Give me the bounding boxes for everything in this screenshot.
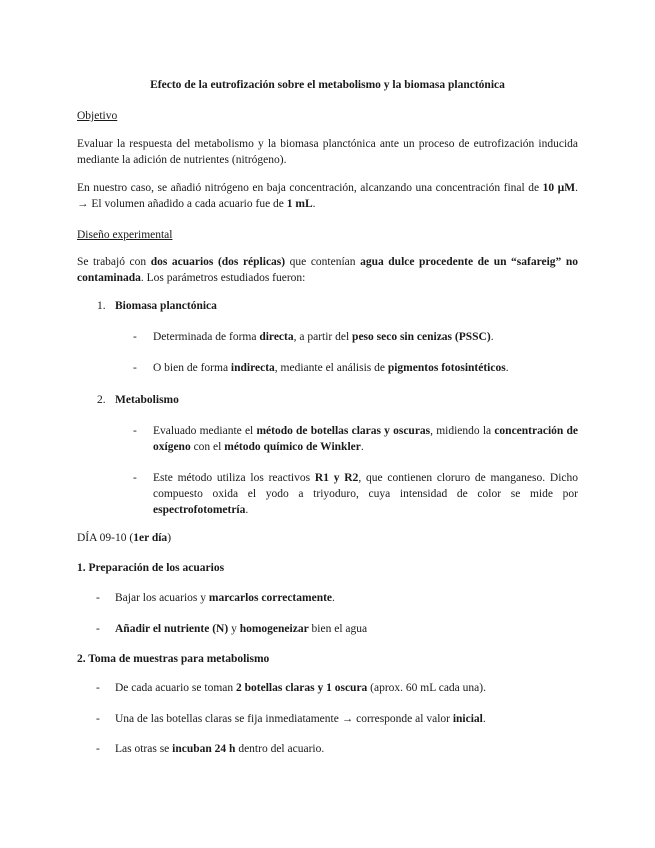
bullet-dash: - bbox=[133, 472, 137, 484]
item2-label: Metabolismo bbox=[115, 394, 179, 406]
metabolismo-metodo-text: Evaluado mediante el método de botellas claras y oscuras, midiendo la concentración de oxígeno con el método químico de Winkler. bbox=[153, 425, 578, 453]
bullet-dash: - bbox=[133, 362, 137, 374]
bullet-dash: - bbox=[96, 592, 100, 604]
prep-heading: 1. Preparación de los acuarios bbox=[77, 562, 225, 574]
toma-bullet-3: Las otras se incuban 24 h dentro del acuario. bbox=[115, 743, 325, 755]
biomasa-indirecta-text: O bien de forma indirecta, mediante el análisis de pigmentos fotosintéticos. bbox=[153, 362, 509, 374]
bullet-dash: - bbox=[96, 713, 100, 725]
toma-heading: 2. Toma de muestras para metabolismo bbox=[77, 653, 270, 665]
item2-number: 2. bbox=[97, 394, 106, 406]
diseno-heading: Diseño experimental bbox=[77, 229, 173, 241]
diseno-paragraph: Se trabajó con dos acuarios (dos réplicas) que contenían agua dulce procedente de un “safareig” no contaminada. Los parámetros estudiados fueron: bbox=[77, 256, 578, 284]
item1-number: 1. bbox=[97, 300, 106, 312]
toma-bullet-2: Una de las botellas claras se fija inmediatamente → corresponde al valor inicial. bbox=[115, 713, 486, 725]
prep-bullet-2: Añadir el nutriente (N) y homogeneizar bien el agua bbox=[115, 623, 368, 635]
bullet-dash: - bbox=[133, 425, 137, 437]
bullet-dash: - bbox=[96, 682, 100, 694]
objetivo-heading: Objetivo bbox=[77, 110, 118, 122]
biomasa-directa-text: Determinada de forma directa, a partir del peso seco sin cenizas (PSSC). bbox=[153, 331, 494, 343]
document-title: Efecto de la eutrofización sobre el metabolismo y la biomasa planctónica bbox=[150, 79, 505, 91]
reactivos-text: Este método utiliza los reactivos R1 y R2, que contienen cloruro de manganeso. Dicho compuesto oxida el yodo a triyoduro, cuya intensidad de color se mide por espectrofotometría. bbox=[153, 472, 578, 516]
prep-bullet-1: Bajar los acuarios y marcarlos correctamente. bbox=[115, 592, 335, 604]
toma-bullet-1: De cada acuario se toman 2 botellas claras y 1 oscura (aprox. 60 mL cada una). bbox=[115, 682, 486, 694]
concentration-paragraph: En nuestro caso, se añadió nitrógeno en baja concentración, alcanzando una concentración final de 10 µM. → El volumen añadido a cada acuario fue de 1 mL. bbox=[77, 182, 578, 210]
item1-label: Biomasa planctónica bbox=[115, 300, 217, 312]
bullet-dash: - bbox=[133, 331, 137, 343]
objetivo-paragraph: Evaluar la respuesta del metabolismo y la biomasa planctónica ante un proceso de eutrofización inducida mediante la adición de nutrientes (nitrógeno). bbox=[77, 138, 578, 166]
bullet-dash: - bbox=[96, 623, 100, 635]
dia-label: DÍA 09-10 (1er día) bbox=[77, 532, 172, 544]
bullet-dash: - bbox=[96, 743, 100, 755]
